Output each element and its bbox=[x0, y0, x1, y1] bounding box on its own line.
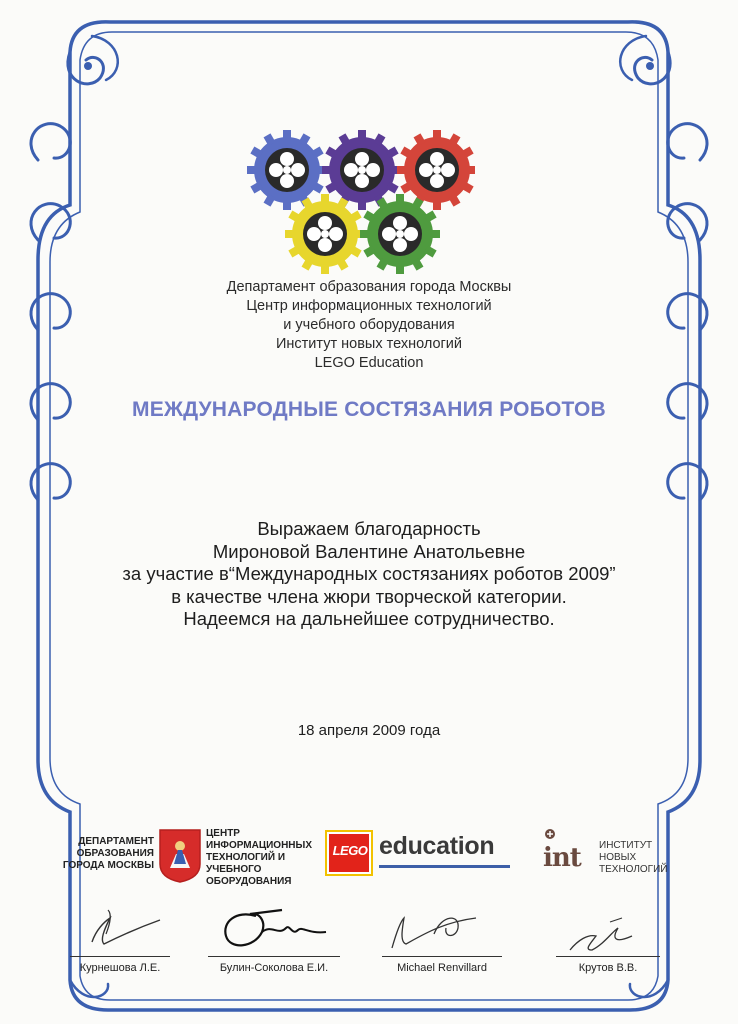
gratitude-text bbox=[0, 518, 738, 631]
event-title: МЕЖДУНАРОДНЫЕ СОСТЯЗАНИЯ РОБОТОВ bbox=[132, 398, 606, 421]
body-line: в качестве члена жюри творческой категории. bbox=[171, 585, 567, 607]
logo-text-line: ИНФОРМАЦИОННЫХ bbox=[206, 840, 312, 851]
signatory-name: Michael Renvillard bbox=[397, 962, 487, 974]
education-underline bbox=[379, 865, 510, 868]
logo-text-line: УЧЕБНОГО bbox=[206, 864, 262, 875]
signature-line bbox=[208, 956, 340, 957]
int-word: int bbox=[543, 843, 581, 873]
signature-kurneshova bbox=[82, 900, 172, 954]
signature-line bbox=[556, 956, 660, 957]
organizer-line: Департамент образования города Москвы bbox=[226, 279, 512, 295]
education-word: education bbox=[379, 832, 495, 860]
logo-text-line: ЦЕНТР bbox=[206, 828, 240, 839]
signatory-name: Булин-Соколова Е.И. bbox=[219, 962, 329, 974]
signature-krutov bbox=[562, 910, 642, 956]
moscow-emblem-icon bbox=[158, 828, 202, 884]
body-line: за участие в“Международных состязаниях роботов 2009” bbox=[122, 563, 616, 584]
gears-logo bbox=[245, 128, 475, 276]
logo-text-line: ИНСТИТУТ bbox=[599, 840, 653, 851]
signature-line bbox=[382, 956, 502, 957]
organizer-line: Институт новых технологий bbox=[275, 336, 463, 352]
organizers-block bbox=[0, 278, 738, 373]
logo-text-line: ДЕПАРТАМЕНТ bbox=[78, 836, 154, 847]
body-line: Выражаем благодарность bbox=[257, 518, 481, 539]
lego-word: LEGO bbox=[332, 843, 368, 858]
signature-renvillard bbox=[384, 904, 494, 956]
signature-bulin-sokolova bbox=[216, 902, 336, 956]
organizer-line: LEGO Education bbox=[314, 355, 424, 371]
body-line: Надеемся на дальнейшее сотрудничество. bbox=[183, 608, 555, 629]
issue-date: 18 апреля 2009 года bbox=[297, 722, 441, 739]
logo-text-line: ТЕХНОЛОГИЙ bbox=[599, 864, 668, 875]
organizer-line: и учебного оборудования bbox=[283, 317, 455, 333]
recipient-name: Мироновой Валентине Анатольевне bbox=[212, 540, 526, 562]
logo-text-line: ТЕХНОЛОГИЙ И bbox=[206, 852, 286, 863]
moscow-dept-logo-text bbox=[58, 836, 154, 872]
logo-text-line: ОБРАЗОВАНИЯ bbox=[76, 848, 154, 859]
signature-line bbox=[70, 956, 170, 957]
institute-logo-text bbox=[599, 840, 667, 876]
signatory-name: Крутов В.В. bbox=[578, 962, 638, 974]
signatory-name: Курнешова Л.Е. bbox=[79, 962, 161, 974]
logo-text-line: ОБОРУДОВАНИЯ bbox=[206, 876, 292, 887]
organizer-line: Центр информационных технологий bbox=[246, 298, 492, 314]
logo-text-line: НОВЫХ bbox=[599, 852, 637, 863]
itc-logo-text bbox=[206, 828, 326, 888]
logo-text-line: ГОРОДА МОСКВЫ bbox=[62, 860, 154, 871]
